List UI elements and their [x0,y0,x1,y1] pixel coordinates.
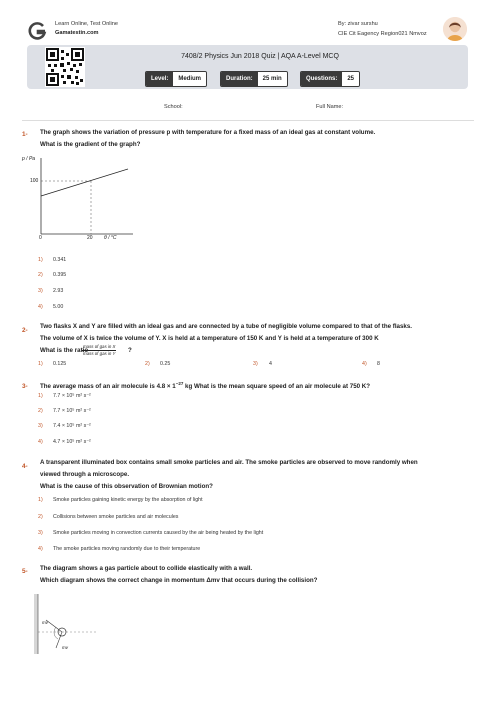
ratio-numerator: mass of gas in X [83,344,116,349]
quiz-title: 7408/2 Physics Jun 2018 Quiz | AQA A-Level MCQ [181,53,339,60]
full-name-field[interactable]: Full Name: [316,104,344,110]
option-text[interactable]: 7.7 × 10⁵ m² s⁻² [53,393,91,399]
option-number: 3) [38,423,43,429]
option-number: 4) [38,439,43,445]
option-text[interactable]: Smoke particles moving in convection currents caused by the air being heated by the light [53,530,264,536]
option-number: 2) [38,272,43,278]
option-text[interactable]: 0.125 [53,361,67,367]
question-text: What is the cause of this observation of Brownian motion? [40,483,213,490]
site-logo [28,22,47,41]
option-text[interactable]: Smoke particles gaining kinetic energy by the absorption of light [53,497,203,503]
site-name[interactable]: Gamatestin.com [55,30,99,36]
question-number: 3- [22,383,28,390]
question-text: Which diagram shows the correct change in momentum Δmv that occurs during the collision? [40,577,318,584]
mass-ratio-fraction [82,344,116,356]
question-text: The diagram shows a gas particle about to collide elastically with a wall. [40,565,253,572]
option-number: 3) [253,361,258,367]
option-number: 1) [38,497,43,503]
option-text[interactable]: 0.395 [53,272,67,278]
graph-x-axis-label: θ / °C [104,235,117,241]
author-name: By: zivar surshu [338,21,378,27]
option-text[interactable]: 7.4 × 10⁵ m² s⁻² [53,423,91,429]
question-number: 4- [22,463,28,470]
author-avatar [443,17,467,41]
option-number: 4) [362,361,367,367]
question-text: The volume of X is twice the volume of Y. X is held at a temperature of 150 K and Y is held at a temperature of 300 K [40,335,379,342]
option-number: 2) [38,408,43,414]
option-text[interactable]: 8 [377,361,380,367]
question-text-part: The average mass of an air molecule is 4.8 × 1 [40,383,176,391]
option-text[interactable]: Collisions between smoke particles and air molecules [53,514,179,520]
graph-x-tick: 20 [87,235,93,241]
question-text-part: kg What is the mean square speed of an air molecule at 750 K? [183,383,371,391]
question-text: The graph shows the variation of pressure p with temperature for a fixed mass of an ideal gas at constant volume. [40,129,376,136]
question-text: viewed through a microscope. [40,471,130,478]
question-text: Two flasks X and Y are filled with an ideal gas and are connected by a tube of negligible volume compared to that of the flasks. [40,323,413,330]
question-number: 1- [22,131,28,138]
duration-badge [220,71,288,87]
level-value: Medium [173,72,206,86]
site-tagline: Learn Online, Test Online [55,21,119,27]
duration-label: Duration: [221,72,258,86]
momentum-label-incoming: mv [42,620,48,625]
option-text[interactable]: The smoke particles moving randomly due to their temperature [53,546,201,552]
graph-y-tick: 100 [30,178,39,184]
option-text[interactable]: 0.341 [53,257,67,263]
option-number: 2) [145,361,150,367]
option-text[interactable]: 4 [269,361,272,367]
graph-origin: 0 [39,235,42,241]
option-number: 1) [38,393,43,399]
questions-value: 25 [342,72,359,86]
question-text: A transparent illuminated box contains small smoke particles and air. The smoke particles are observed to move randomly when [40,459,418,466]
level-badge [145,71,207,87]
ratio-denominator: mass of gas in Y [83,350,116,356]
option-number: 1) [38,257,43,263]
option-number: 4) [38,546,43,552]
option-number: 2) [38,514,43,520]
option-number: 3) [38,288,43,294]
question-text: What is the gradient of the graph? [40,141,141,148]
option-text[interactable]: 7.7 × 10⁵ m² s⁻² [53,408,91,414]
pressure-temperature-graph [22,152,138,244]
exponent: −27 [175,381,184,386]
option-text[interactable]: 0.25 [160,361,171,367]
momentum-label-outgoing: mv [62,645,68,650]
school-field[interactable]: School: [164,104,183,110]
wall-collision-diagram [32,594,102,654]
option-number: 4) [38,304,43,310]
author-affiliation: CIE Cit Eagency Region021 Nmvoz [338,31,427,37]
question-text [40,378,370,393]
graph-y-axis-label: p / Pa [22,156,36,162]
questions-badge [300,71,360,87]
level-label: Level: [146,72,173,86]
duration-value: 25 min [258,72,287,86]
questions-label: Questions: [301,72,342,86]
option-text[interactable]: 4.7 × 10⁵ m² s⁻² [53,439,91,445]
option-number: 3) [38,530,43,536]
ratio-question-mark: ? [128,347,132,354]
option-text[interactable]: 2.93 [53,288,64,294]
qr-code-icon[interactable] [45,47,85,87]
divider [22,120,474,121]
option-text[interactable]: 5.00 [53,304,64,310]
question-number: 5- [22,568,28,575]
question-text: What is the ratio [40,347,89,354]
question-number: 2- [22,327,28,334]
option-number: 1) [38,361,43,367]
